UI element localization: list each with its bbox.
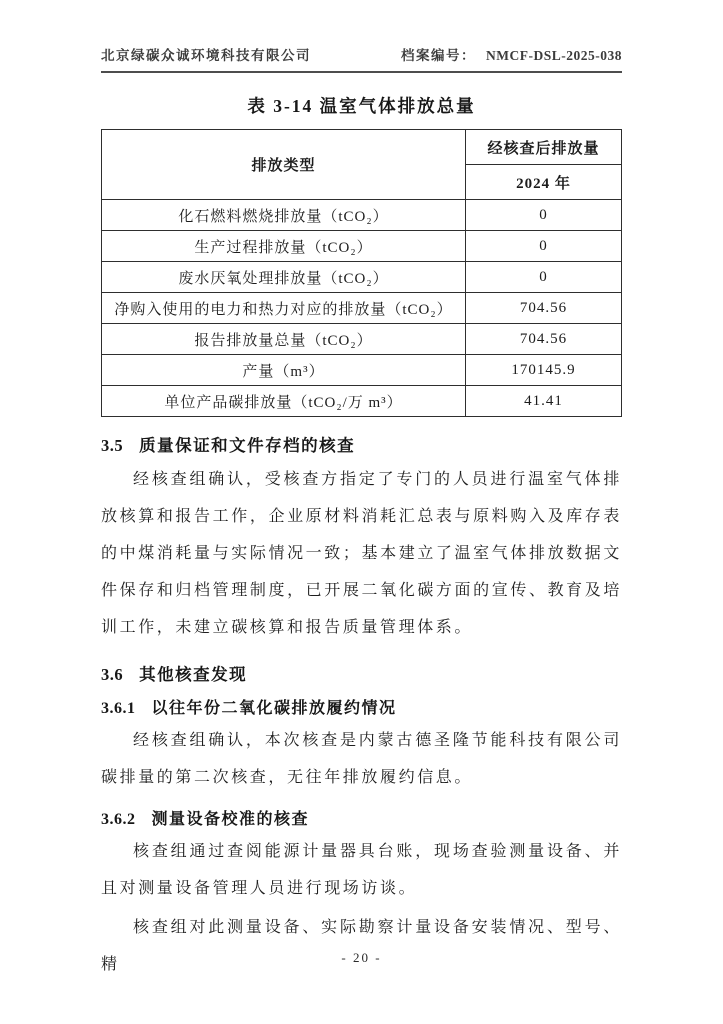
section-title: 以往年份二氧化碳排放履约情况: [151, 700, 397, 717]
section-title: 质量保证和文件存档的核查: [139, 436, 356, 455]
file-number-value: NMCF-DSL-2025-038: [486, 48, 622, 63]
table-row: [102, 200, 622, 231]
table-row: [102, 386, 622, 417]
column-header-emission-type: 排放类型: [102, 130, 466, 200]
section-heading-3-6-1: [101, 695, 622, 718]
column-header-verified-emissions: 经核查后排放量: [466, 130, 622, 165]
emission-type-cell: 化石燃料燃烧排放量（tCO₂）: [102, 200, 466, 231]
emission-value-cell: 0: [466, 200, 622, 231]
table-title: 表 3-14 温室气体排放总量: [247, 96, 476, 116]
section-heading-3-6: [101, 661, 622, 685]
table-row: [102, 324, 622, 355]
file-number: [401, 44, 622, 64]
emission-type-cell: 单位产品碳排放量（tCO₂/万 m³）: [102, 386, 466, 417]
emission-value-cell: 41.41: [466, 386, 622, 417]
emission-value-cell: 0: [466, 262, 622, 293]
table-header-row: [102, 130, 622, 165]
section-number: 3.5: [101, 436, 124, 455]
emission-value-cell: 0: [466, 231, 622, 262]
emission-type-cell: 生产过程排放量（tCO₂）: [102, 231, 466, 262]
section-heading-3-6-2: [101, 806, 622, 829]
section-title: 其他核查发现: [139, 665, 248, 684]
company-name: 北京绿碳众诚环境科技有限公司: [101, 48, 311, 63]
emission-type-cell: 净购入使用的电力和热力对应的排放量（tCO₂）: [102, 293, 466, 324]
section-3-6-2-paragraph-1: 核查组通过查阅能源计量器具台账，现场查验测量设备、并且对测量设备管理人员进行现场访谈。: [101, 843, 622, 897]
emission-value-cell: 704.56: [466, 293, 622, 324]
emission-type-cell: 废水厌氧处理排放量（tCO₂）: [102, 262, 466, 293]
section-heading-3-5: [101, 432, 622, 456]
column-header-year: 2024 年: [466, 165, 622, 200]
file-number-label: 档案编号：: [401, 48, 476, 63]
section-3-5-paragraph: 经核查组确认，受核查方指定了专门的人员进行温室气体排放核算和报告工作，企业原材料消耗汇总表与原料购入及库存表的中煤消耗量与实际情况一致；基本建立了温室气体排放数据文件保存和归档管理制度，已开展二氧化碳方面的宣传、教育及培训工作，未建立碳核算和报告质量管理体系。: [101, 471, 622, 636]
emission-type-cell: 报告排放量总量（tCO₂）: [102, 324, 466, 355]
section-3-6-2-paragraph-2: 核查组对此测量设备、实际勘察计量设备安装情况、型号、精: [101, 919, 622, 973]
emission-value-cell: 704.56: [466, 324, 622, 355]
table-row: [102, 293, 622, 324]
emission-value-cell: 170145.9: [466, 355, 622, 386]
section-number: 3.6: [101, 665, 124, 684]
table-row: [102, 355, 622, 386]
section-number: 3.6.1: [101, 700, 136, 717]
table-row: [102, 231, 622, 262]
section-title: 测量设备校准的核查: [151, 811, 310, 828]
emissions-table: [101, 129, 622, 417]
emission-type-cell: 产量（m³）: [102, 355, 466, 386]
page-header: [101, 44, 622, 73]
section-number: 3.6.2: [101, 811, 136, 828]
section-3-6-1-paragraph: 经核查组确认，本次核查是内蒙古德圣隆节能科技有限公司碳排量的第二次核查，无往年排放履约信息。: [101, 732, 622, 786]
page-number: - 20 -: [341, 950, 382, 965]
table-row: [102, 262, 622, 293]
